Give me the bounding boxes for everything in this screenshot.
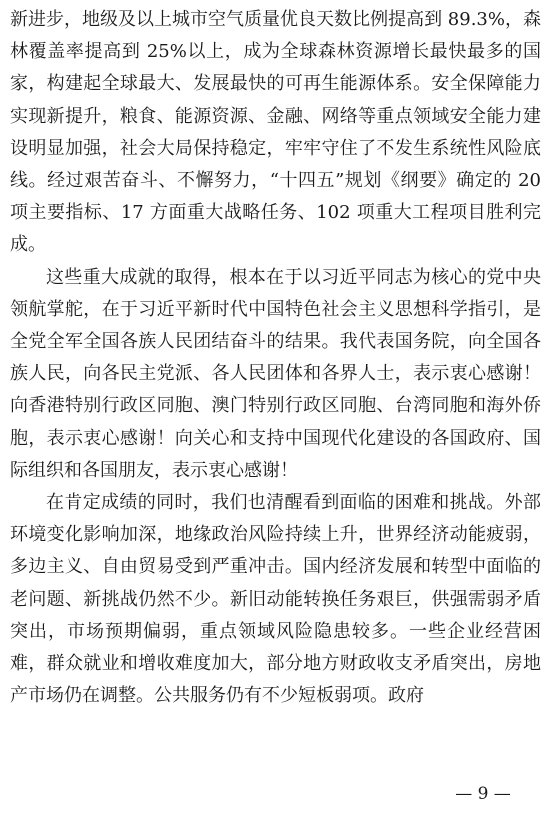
page-number: — 9 — <box>455 784 511 804</box>
paragraph-3: 在肯定成绩的同时，我们也清醒看到面临的困难和挑战。外部环境变化影响加深，地缘政治风险持续上升，世界经济动能疲弱，多边主义、自由贸易受到严重冲击。国内经济发展和转型中面临的老问题、新挑战仍然不少。新旧动能转换任务艰巨，供强需弱矛盾突出，市场预期偏弱，重点领域风险隐患较多。一些企业经营困难，群众就业和增收难度加大，部分地方财政收支矛盾突出，房地产市场仍在调整。公共服务仍有不少短板弱项。政府 <box>10 492 541 707</box>
document-body <box>10 4 541 712</box>
paragraph-1: 新进步，地级及以上城市空气质量优良天数比例提高到 89.3%，森林覆盖率提高到 25%以上，成为全球森林资源增长最快最多的国家，构建起全球最大、发展最快的可再生能源体系。安全保障能力实现新提升，粮食、能源资源、金融、网络等重点领域安全能力建设明显加强，社会大局保持稳定，牢牢守住了不发生系统性风险底线。经过艰苦奋斗、不懈努力，“十四五”规划《纲要》确定的 20 项主要指标、17 方面重大战略任务、102 项重大工程项目胜利完成。 <box>10 9 541 256</box>
paragraph-2: 这些重大成就的取得，根本在于以习近平同志为核心的党中央领航掌舵，在于习近平新时代中国特色社会主义思想科学指引，是全党全军全国各族人民团结奋斗的结果。我代表国务院，向全国各族人民，向各民主党派、各人民团体和各界人士，表示衷心感谢！向香港特别行政区同胞、澳门特别行政区同胞、台湾同胞和海外侨胞，表示衷心感谢！向关心和支持中国现代化建设的各国政府、国际组织和各国朋友，表示衷心感谢！ <box>10 266 541 481</box>
